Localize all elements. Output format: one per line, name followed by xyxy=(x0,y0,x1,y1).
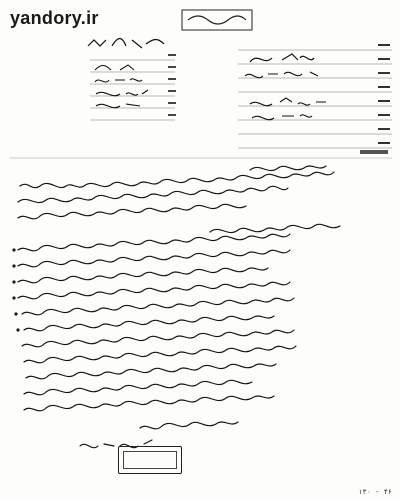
right-field-markers xyxy=(378,44,390,144)
bottom-stamp-inner xyxy=(123,451,177,469)
right-form-lines xyxy=(238,50,392,148)
document-header xyxy=(0,0,400,175)
handwritten-body xyxy=(0,160,400,460)
top-stamp xyxy=(182,10,252,30)
list-number-marks xyxy=(12,248,19,331)
handwriting-strokes xyxy=(18,166,340,448)
left-field-markers xyxy=(168,54,176,116)
site-watermark: yandory.ir xyxy=(10,8,99,28)
footer-page-code: ۱۳۰ - ۴۶ xyxy=(358,488,392,496)
subject-label-marker xyxy=(360,150,388,154)
handwritten-reference-number xyxy=(88,39,164,49)
bottom-stamp xyxy=(118,446,182,474)
